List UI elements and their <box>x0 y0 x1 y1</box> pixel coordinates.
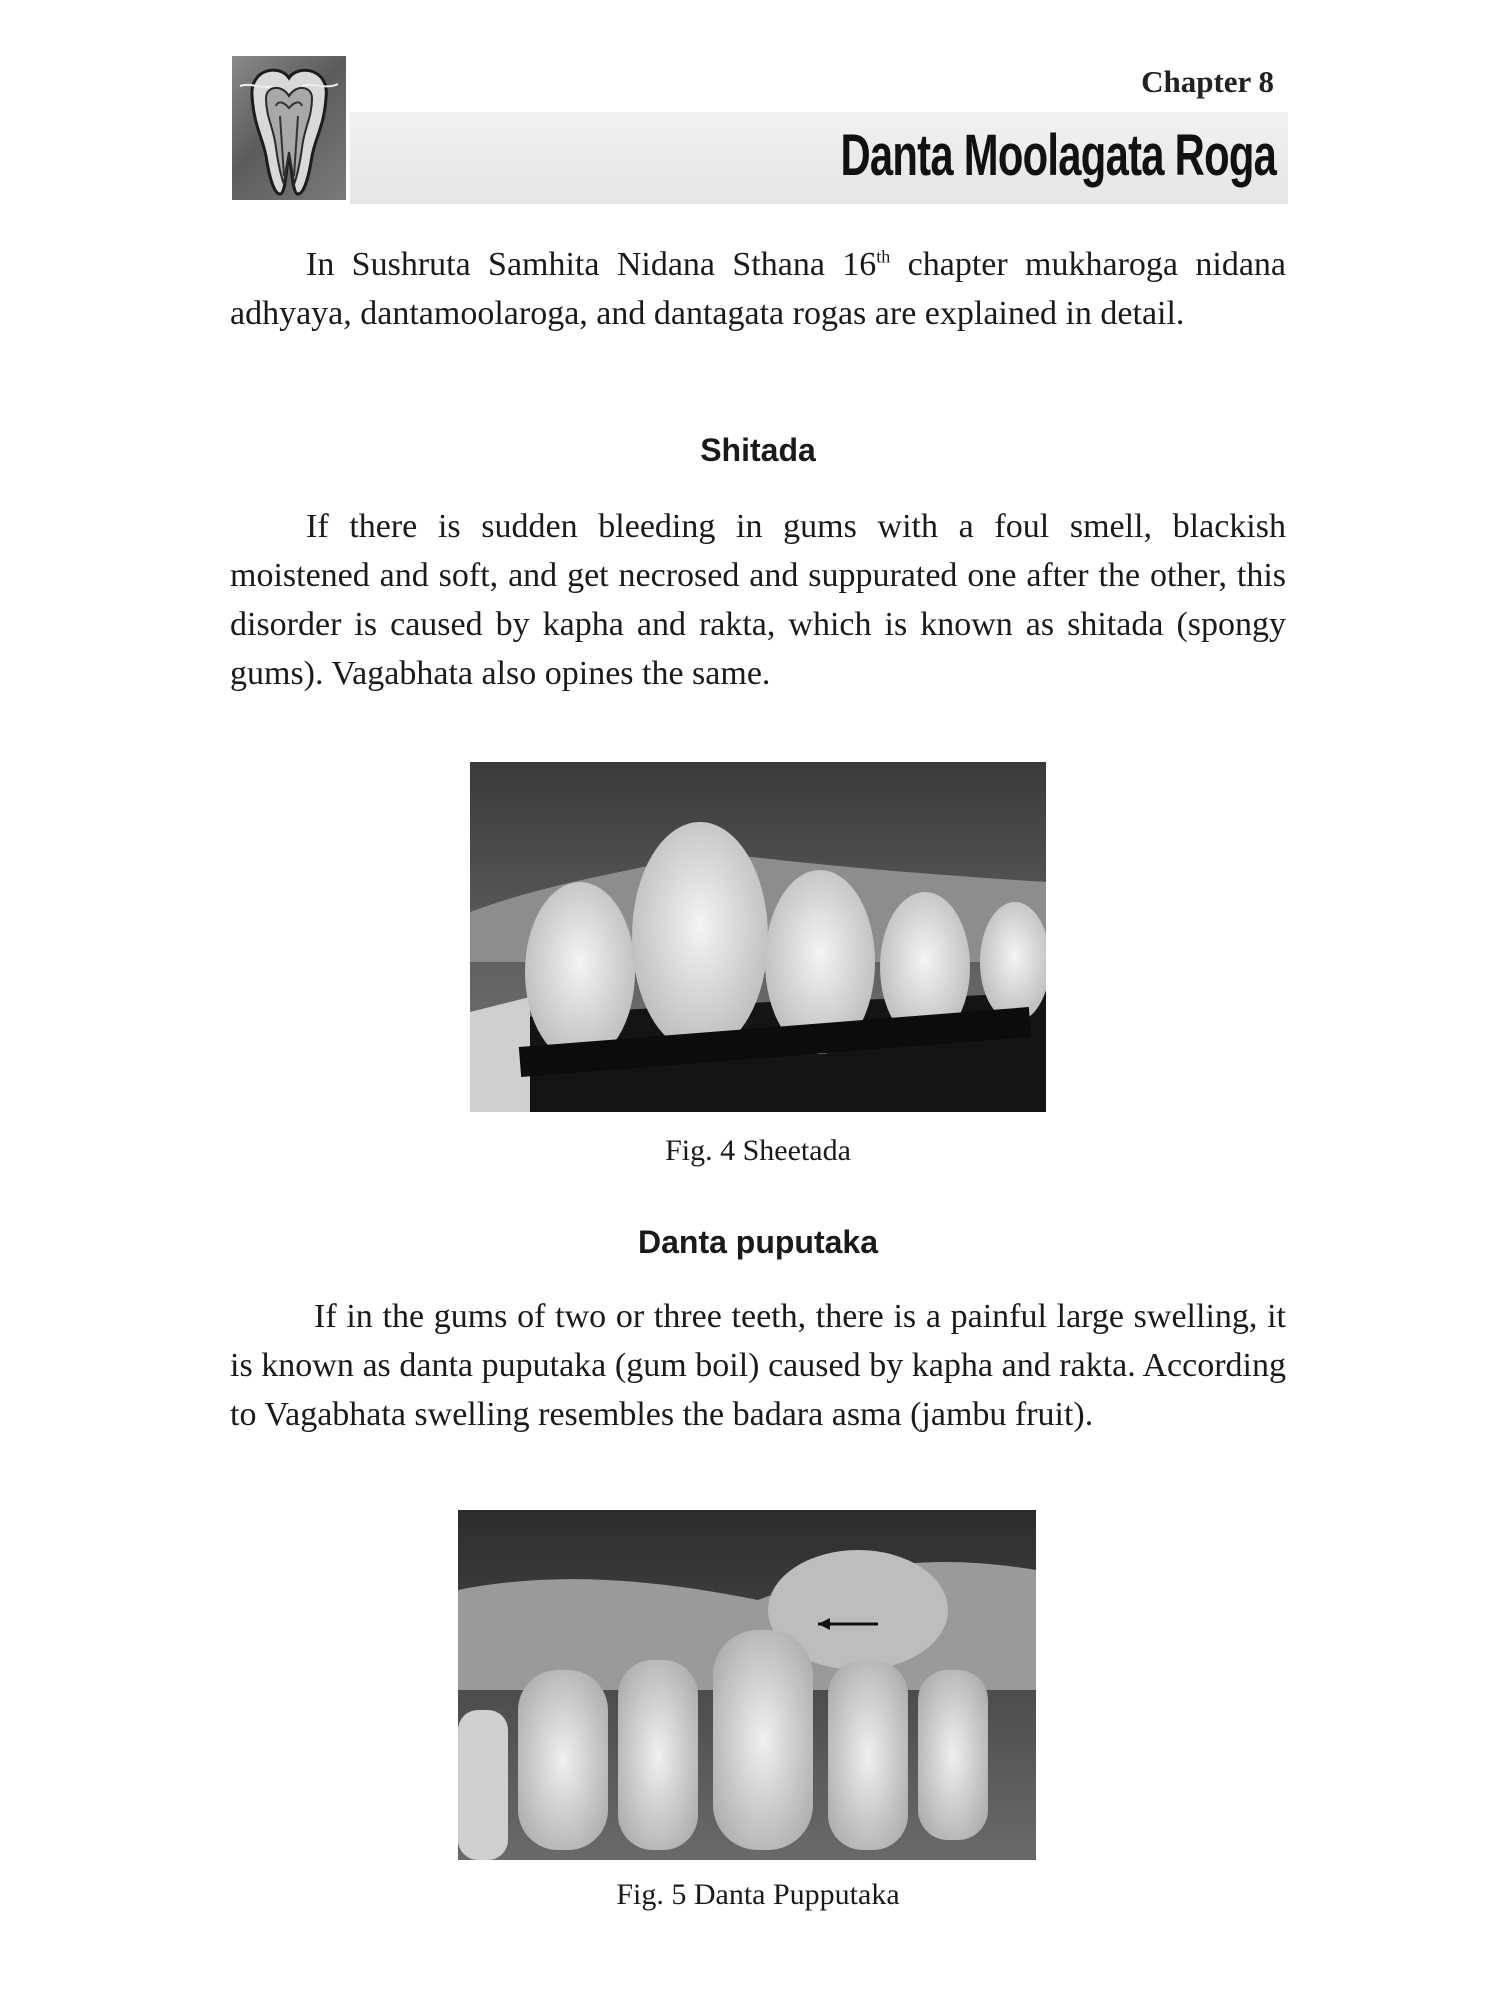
figure-caption-sheetada: Fig. 4 Sheetada <box>665 1134 851 1167</box>
intro-text-start: In Sushruta Samhita Nidana Sthana 16 <box>306 246 877 283</box>
section-heading-danta-puputaka: Danta puputaka <box>637 1224 879 1260</box>
figure-caption-danta-pupputaka: Fig. 5 Danta Pupputaka <box>616 1878 900 1911</box>
section-body-danta-puputaka: If in the gums of two or three teeth, there is a painful large swelling, it is known as danta puputaka (gum boil) caused by kapha and rakta. According to Vagabhata swelling resembles the badara asma (jambu fruit). <box>230 1298 1286 1433</box>
figure-danta-pupputaka-photo <box>458 1510 1036 1860</box>
section-body-shitada: If there is sudden bleeding in gums with a foul smell, blackish moistened and soft, and get necrosed and suppurated one after the other, this disorder is caused by kapha and rakta, which is known as shitada (spongy gums). Vagabhata also opines the same. <box>230 508 1286 692</box>
chapter-label: Chapter 8 <box>1141 64 1274 99</box>
figure-sheetada-photo <box>470 762 1046 1112</box>
tooth-cross-section-icon <box>232 56 346 200</box>
intro-text-end: chapter mukharoga nidana adhyaya, dantamoolaroga, and dantagata rogas are explained in detail. <box>230 246 1286 332</box>
intro-superscript: th <box>876 246 891 267</box>
intro-paragraph <box>230 240 1286 338</box>
section-heading-shitada: Shitada <box>700 432 816 468</box>
chapter-title: Danta Moolagata Roga <box>840 123 1276 188</box>
